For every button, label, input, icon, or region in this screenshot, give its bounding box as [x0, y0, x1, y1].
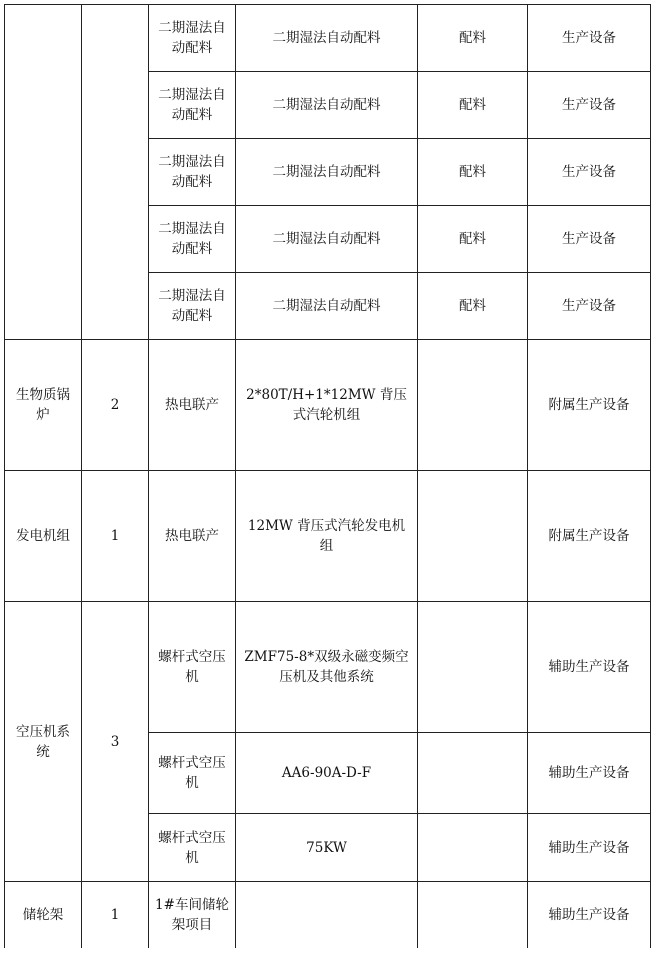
- use-cell: 配料: [418, 273, 528, 340]
- qty-cell: 1: [82, 882, 149, 949]
- model-cell: 二期湿法自动配料: [236, 206, 418, 273]
- model-cell: 二期湿法自动配料: [236, 72, 418, 139]
- category-cell: 生产设备: [528, 273, 651, 340]
- name-cell: 螺杆式空压机: [149, 814, 236, 882]
- table-row-compressor: [5, 602, 651, 733]
- name-cell: 二期湿法自动配料: [149, 206, 236, 273]
- model-cell: 二期湿法自动配料: [236, 273, 418, 340]
- use-cell: 配料: [418, 72, 528, 139]
- name-cell: 热电联产: [149, 340, 236, 471]
- use-cell: 配料: [418, 5, 528, 72]
- qty-cell-empty: [82, 5, 149, 340]
- model-cell: 二期湿法自动配料: [236, 5, 418, 72]
- name-cell: 二期湿法自动配料: [149, 273, 236, 340]
- device-cell: 储轮架: [5, 882, 82, 949]
- use-cell: [418, 733, 528, 814]
- name-cell: 二期湿法自动配料: [149, 72, 236, 139]
- use-cell: [418, 471, 528, 602]
- use-cell: 配料: [418, 206, 528, 273]
- table-row-rack: [5, 882, 651, 949]
- name-cell: 热电联产: [149, 471, 236, 602]
- category-cell: 辅助生产设备: [528, 814, 651, 882]
- model-cell: 12MW 背压式汽轮发电机组: [236, 471, 418, 602]
- use-cell: 配料: [418, 139, 528, 206]
- name-cell: 二期湿法自动配料: [149, 139, 236, 206]
- equipment-table: [4, 4, 651, 948]
- model-cell: 75KW: [236, 814, 418, 882]
- category-cell: 辅助生产设备: [528, 602, 651, 733]
- use-cell: [418, 340, 528, 471]
- category-cell: 生产设备: [528, 5, 651, 72]
- qty-cell: 1: [82, 471, 149, 602]
- device-cell: 生物质锅炉: [5, 340, 82, 471]
- table-row: [5, 5, 651, 72]
- model-cell: 二期湿法自动配料: [236, 139, 418, 206]
- name-cell: 二期湿法自动配料: [149, 5, 236, 72]
- name-cell: 螺杆式空压机: [149, 602, 236, 733]
- name-cell: 1#车间储轮架项目: [149, 882, 236, 949]
- category-cell: 辅助生产设备: [528, 882, 651, 949]
- table-row-generator: [5, 471, 651, 602]
- category-cell: 生产设备: [528, 72, 651, 139]
- qty-cell: 2: [82, 340, 149, 471]
- device-cell: 发电机组: [5, 471, 82, 602]
- qty-cell: 3: [82, 602, 149, 882]
- use-cell: [418, 882, 528, 949]
- model-cell: [236, 882, 418, 949]
- category-cell: 辅助生产设备: [528, 733, 651, 814]
- use-cell: [418, 602, 528, 733]
- category-cell: 生产设备: [528, 206, 651, 273]
- device-cell-empty: [5, 5, 82, 340]
- model-cell: AA6-90A-D-F: [236, 733, 418, 814]
- model-cell: 2*80T/H+1*12MW 背压式汽轮机组: [236, 340, 418, 471]
- device-cell: 空压机系统: [5, 602, 82, 882]
- category-cell: 附属生产设备: [528, 471, 651, 602]
- name-cell: 螺杆式空压机: [149, 733, 236, 814]
- use-cell: [418, 814, 528, 882]
- category-cell: 附属生产设备: [528, 340, 651, 471]
- table-row-boiler: [5, 340, 651, 471]
- category-cell: 生产设备: [528, 139, 651, 206]
- model-cell: ZMF75-8*双级永磁变频空压机及其他系统: [236, 602, 418, 733]
